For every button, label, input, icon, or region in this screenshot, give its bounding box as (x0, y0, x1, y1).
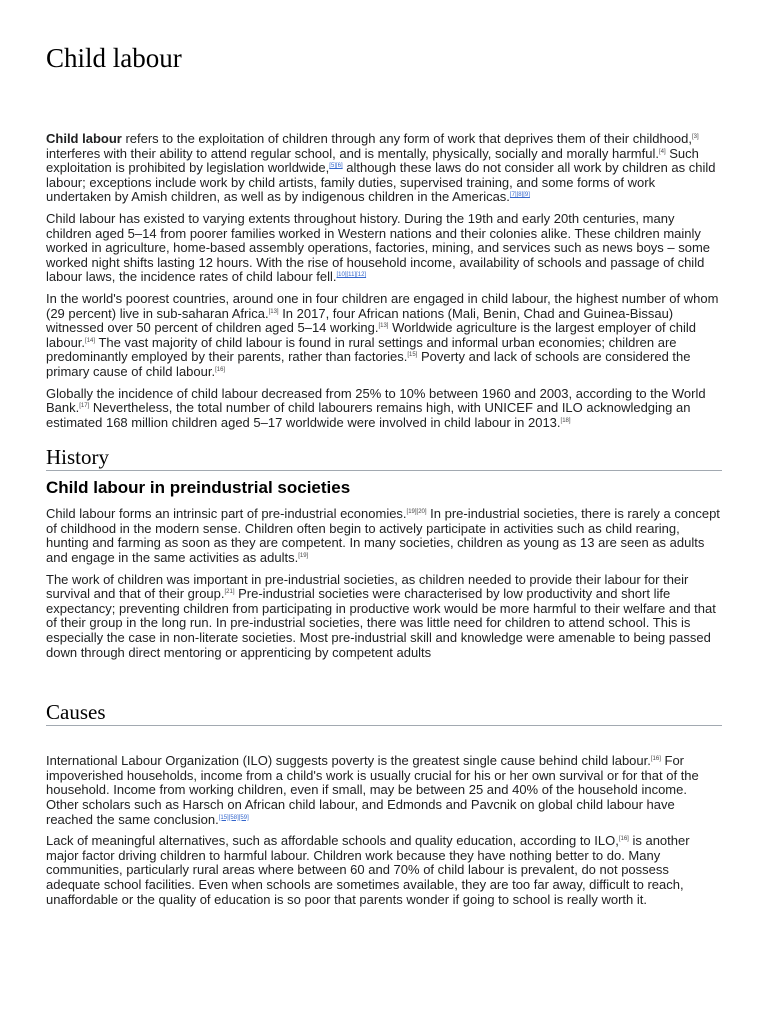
citation-link[interactable]: [7][8][9] (509, 192, 530, 199)
article (46, 40, 722, 914)
causes-paragraph-2 (46, 834, 722, 907)
text-span: Child labour has existed to varying extents throughout history. During the 19th and early 20th centuries, many children aged 5–14 from poorer families worked in Western nations and their colonies alike. These children mainly worked in agriculture, home-based assembly operations, factories, mining, and services such as news boys – some worked night shifts lasting 12 hours. With the rise of household income, availability of schools and passage of child labour laws, the incidence rates of child labour fell. (46, 210, 711, 285)
text-span: refers to the exploitation of children through any form of work that deprives them of their childhood, (121, 131, 692, 146)
section-heading-causes: Causes (46, 699, 722, 726)
text-span: Worldwide agriculture is the largest employer of child labour. (46, 320, 697, 350)
citation[interactable]: [15] (407, 352, 418, 359)
text-span: interferes with their ability to attend regular school, and is mentally, physically, socially and morally harmful. (46, 145, 659, 161)
spacer (46, 732, 722, 754)
text-span: Lack of meaningful alternatives, such as affordable schools and quality education, according to ILO, (46, 833, 619, 849)
citation[interactable]: [13] (268, 308, 279, 315)
spacer (46, 667, 722, 687)
intro-paragraph-1 (46, 132, 722, 205)
citation[interactable]: [19] (298, 553, 309, 560)
citation[interactable]: [21] (224, 589, 235, 596)
citation[interactable]: [4] (658, 148, 666, 155)
subsection-heading-preindustrial: Child labour in preindustrial societies (46, 478, 351, 498)
citation[interactable]: [13] (378, 323, 389, 330)
text-span: Pre-industrial societies were characterised by low productivity and short life expectancy; preventing children from participating in productive work would be more harmful to their welfare and that of their group in the long run. In pre-industrial societies, there was little need for children to attend school. This is especially the case in non-literate societies. Most pre-industrial skill and knowledge were amenable to being passed down through direct mentoring or apprenticing by competent adults (46, 586, 716, 660)
citation[interactable]: [17] (79, 403, 90, 410)
text-span: The vast majority of child labour is found in rural settings and informal urban economies; children are predominantly employed by their parents, rather than factories. (46, 334, 677, 365)
text-span: Such exploitation is prohibited by legislation worldwide, (46, 145, 699, 176)
text-span: although these laws do not consider all work by children as child labour; exceptions include work by child artists, family duties, supervised training, and some forms of work undertaken by Amish children, as well as by indigenous children in the Americas. (46, 160, 716, 205)
citation-link[interactable]: [5][6] (329, 163, 343, 170)
text-span: International Labour Organization (ILO) suggests poverty is the greatest single cause behind child labour. (46, 753, 651, 769)
citation[interactable]: [19][20] (406, 509, 427, 516)
causes-paragraph-1 (46, 754, 722, 827)
intro-paragraph-4 (46, 387, 722, 431)
citation[interactable]: [18] (560, 417, 571, 424)
page-title: Child labour (46, 43, 182, 73)
text-span: Child labour forms an intrinsic part of pre-industrial economies. (46, 506, 407, 522)
citation[interactable]: [3] (691, 134, 699, 140)
intro-term: Child labour (46, 131, 122, 146)
history-paragraph-1 (46, 507, 722, 565)
text-span: In the world's poorest countries, around one in four children are engaged in child labour, the highest number of whom (29 percent) live in sub-saharan Africa. (46, 290, 719, 321)
text-span: is another major factor driving children to harmful labour. Children work because they have nothing better to do. Many communities, particularly rural areas where between 60 and 70% of child labour is prevalent, do not possess adequate school facilities. Even when schools are sometimes available, they are too far away, difficult to reach, unaffordable or the quality of education is so poor that parents wonder if going to school is really worth it. (46, 833, 690, 907)
text-span: For impoverished households, income from a child's work is usually crucial for his or her own survival or for that of the household. Income from working children, even if small, may be between 25 and 40% of the household income. Other scholars such as Harsch on African child labour, and Edmonds and Pavcnik on global child labour have reached the same conclusion. (46, 753, 699, 827)
citation-link[interactable]: [10][11][12] (336, 272, 367, 279)
citation[interactable]: [16] (618, 836, 629, 843)
citation[interactable]: [14] (85, 337, 96, 344)
text-span: In 2017, four African nations (Mali, Benin, Chad and Guinea-Bissau) witnessed over 50 percent of children aged 5–14 working. (46, 305, 674, 336)
text-span: The work of children was important in pre-industrial societies, as children needed to provide their labour for their survival and that of their group. (46, 571, 689, 602)
citation[interactable]: [16] (650, 756, 661, 763)
citation-link[interactable]: [15][58][59] (218, 814, 249, 821)
intro-paragraph-3 (46, 292, 722, 380)
history-paragraph-2 (46, 573, 722, 661)
section-heading-history: History (46, 444, 722, 471)
text-span: Nevertheless, the total number of child labourers remains high, with UNICEF and ILO acknowledging an estimated 168 million children aged 5–17 worldwide were involved in child labour in 2013. (46, 400, 691, 430)
citation[interactable]: [16] (215, 366, 226, 373)
text-span: Globally the incidence of child labour decreased from 25% to 10% between 1960 and 2003, according to the World Bank. (46, 385, 706, 416)
intro-paragraph-2 (46, 212, 722, 285)
text-span: Poverty and lack of schools are considered the primary cause of child labour. (46, 349, 691, 379)
text-span: In pre-industrial societies, there is rarely a concept of childhood in the modern sense. Children often begin to actively participate in activities such as child rearing, hunting and farming as soon as they are competent. In many societies, children as young as 13 are seen as adults and engage in the same activities as adults. (46, 506, 720, 566)
